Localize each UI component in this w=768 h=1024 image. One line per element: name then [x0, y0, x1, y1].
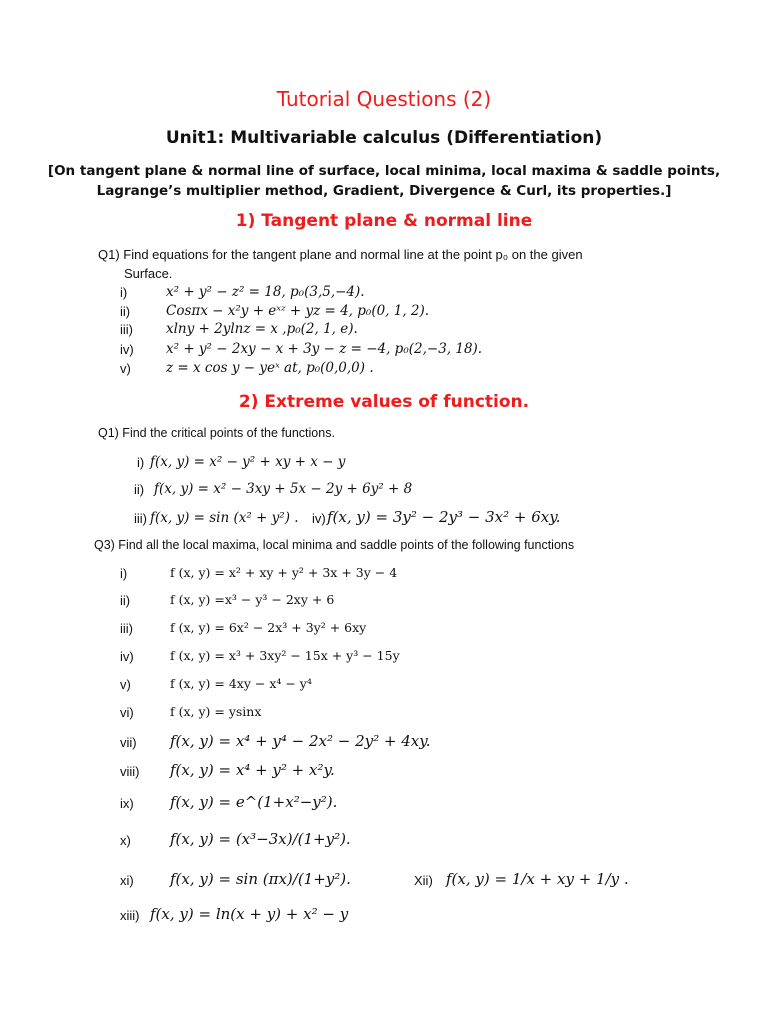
q3-item-expr: f(x, y) = x⁴ + y⁴ − 2x² − 2y² + 4xy. [170, 732, 431, 750]
q3-item-expr: f (x, y) = x³ + 3xy² − 15x + y³ − 15y [170, 648, 400, 663]
s1-item-expr: x² + y² − 2xy − x + 3y − z = −4, p₀(2,−3, 18). [166, 341, 483, 357]
s1-item-expr: x² + y² − z² = 18, p₀(3,5,−4). [166, 284, 365, 300]
q3-item-num: x) [120, 833, 131, 848]
q3-item-num: Xii) [414, 873, 433, 888]
q3-item-expr: f(x, y) = (x³−3x)/(1+y²). [170, 830, 351, 848]
q1-item-num: iv) [312, 511, 326, 526]
q3-item-expr: f (x, y) =x³ − y³ − 2xy + 6 [170, 592, 335, 607]
q1-item-num: ii) [134, 482, 145, 497]
q3-item-num: iii) [120, 621, 133, 636]
q1-item-num: iii) [134, 511, 147, 526]
s1-item-expr: Cosπx − x²y + eˣᶻ + yz = 4, p₀(0, 1, 2). [166, 303, 430, 319]
q3-item-num: vii) [120, 735, 137, 750]
q1-item-expr: f(x, y) = 3y² − 2y³ − 3x² + 6xy. [327, 508, 561, 526]
s1-item-num: ii) [120, 304, 131, 319]
q3-item-num: viii) [120, 764, 140, 779]
section-heading-tangent: 1) Tangent plane & normal line [235, 211, 533, 231]
s1-item-expr: xlny + 2ylnz = x ,p₀(2, 1, e). [166, 321, 358, 337]
q3-item-num: vi) [120, 705, 134, 720]
q3-item-num: xiii) [120, 908, 140, 923]
q3-item-num: xi) [120, 873, 134, 888]
section1-question-line2: Surface. [124, 266, 173, 281]
q3-item-num: v) [120, 677, 131, 692]
s1-item-num: v) [120, 361, 131, 376]
section2-q1: Q1) Find the critical points of the functions. [98, 426, 335, 440]
q3-item-expr: f (x, y) = 4xy − x⁴ − y⁴ [170, 676, 312, 691]
unit-subtitle: Unit1: Multivariable calculus (Differentiation) [165, 128, 603, 148]
q3-item-num: i) [120, 566, 128, 581]
q3-item-num: ii) [120, 593, 131, 608]
s1-item-num: iii) [120, 322, 133, 337]
q1-item-expr: f(x, y) = sin (x² + y²) . [150, 510, 299, 526]
q1-item-expr: f(x, y) = x² − y² + xy + x − y [150, 454, 346, 470]
q3-item-expr: f (x, y) = x² + xy + y² + 3x + 3y − 4 [170, 565, 398, 580]
scope-note [0, 161, 768, 201]
scope-line-1: [On tangent plane & normal line of surface, local minima, local maxima & saddle points, [47, 163, 721, 179]
q3-item-num: ix) [120, 796, 134, 811]
q1-item-expr: f(x, y) = x² − 3xy + 5x − 2y + 6y² + 8 [154, 481, 413, 497]
q3-item-expr: f(x, y) = ln(x + y) + x² − y [150, 905, 349, 923]
q3-item-expr: f (x, y) = ysinx [170, 704, 262, 719]
q3-item-expr: f(x, y) = x⁴ + y² + x²y. [170, 761, 335, 779]
q3-item-expr: f (x, y) = 6x² − 2x³ + 3y² + 6xy [170, 620, 367, 635]
section2-q3: Q3) Find all the local maxima, local minima and saddle points of the following functions [94, 538, 575, 552]
q1-item-num: i) [137, 455, 145, 470]
s1-item-num: iv) [120, 342, 134, 357]
page-title: Tutorial Questions (2) [276, 87, 492, 111]
section-heading-extreme: 2) Extreme values of function. [238, 392, 530, 412]
q3-item-expr: f(x, y) = e^(1+x²−y²). [170, 793, 338, 811]
q3-item-num: iv) [120, 649, 134, 664]
s1-item-num: i) [120, 285, 128, 300]
section1-question-line1: Q1) Find equations for the tangent plane and normal line at the point p₀ on the given [98, 247, 583, 262]
s1-item-expr: z = x cos y − yeˣ at, p₀(0,0,0) . [166, 360, 374, 376]
q3-item-expr: f(x, y) = 1/x + xy + 1/y . [446, 870, 629, 888]
q3-item-expr: f(x, y) = sin (πx)/(1+y²). [170, 870, 351, 888]
scope-line-2: Lagrange’s multiplier method, Gradient, Divergence & Curl, its properties.] [96, 183, 672, 199]
